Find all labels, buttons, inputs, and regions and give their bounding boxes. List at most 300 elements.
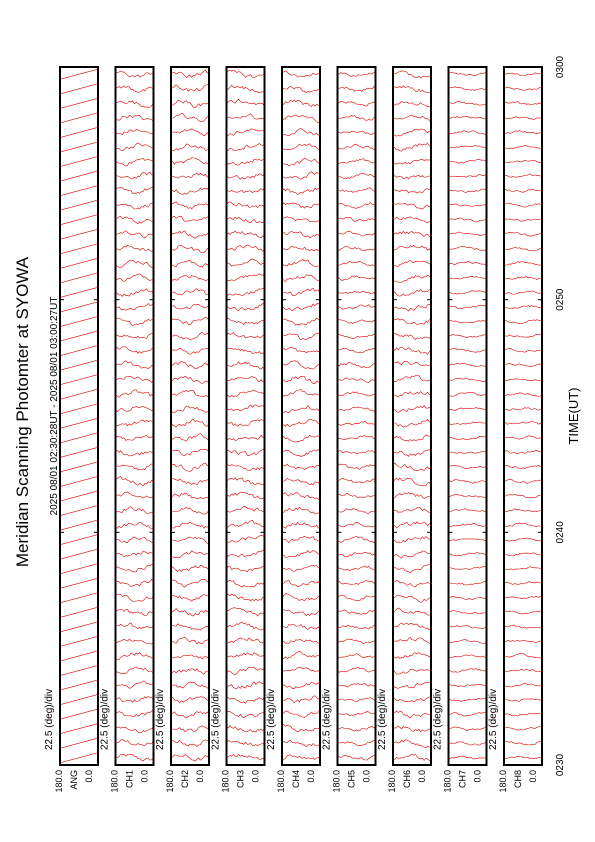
trace-line [227, 464, 265, 470]
trace-line [171, 318, 209, 325]
trace-line [227, 711, 265, 718]
trace-line [393, 260, 431, 266]
trace-line [171, 114, 209, 122]
trace-line [504, 436, 542, 439]
trace-line [449, 479, 487, 483]
trace-line [282, 303, 320, 311]
panel-ch6 [377, 67, 431, 793]
trace-line [227, 521, 265, 528]
trace-line [60, 680, 98, 690]
trace-line [227, 492, 265, 498]
trace-line [60, 331, 98, 341]
trace-line [449, 698, 487, 701]
y-top-label: 180.0 [109, 770, 120, 793]
trace-line [60, 535, 98, 545]
trace-line [338, 348, 376, 352]
trace-line [116, 158, 154, 166]
trace-line [171, 655, 209, 659]
panels-group [44, 67, 542, 793]
trace-line [60, 69, 98, 79]
trace-line [338, 684, 376, 687]
trace-line [338, 625, 376, 629]
trace-line [227, 274, 265, 281]
x-tick-label: 0250 [555, 288, 566, 311]
trace-line [116, 492, 154, 498]
trace-line [449, 101, 487, 105]
trace-line [60, 549, 98, 559]
trace-line [393, 217, 431, 223]
trace-line [227, 288, 265, 295]
trace-line [449, 509, 487, 512]
trace-line [393, 463, 431, 471]
trace-line [504, 567, 542, 570]
trace-line [393, 275, 431, 282]
trace-line [171, 740, 209, 747]
trace-line [282, 464, 320, 470]
trace-line [449, 712, 487, 716]
trace-line [393, 740, 431, 748]
panel-frame [116, 67, 154, 765]
trace-line [227, 217, 265, 223]
trace-line [171, 361, 209, 368]
trace-line [504, 509, 542, 512]
y-top-label: 180.0 [442, 770, 453, 793]
trace-line [227, 682, 265, 689]
trace-line [338, 261, 376, 265]
trace-line [171, 712, 209, 718]
trace-line [449, 422, 487, 425]
trace-line [449, 72, 487, 75]
trace-line [227, 377, 265, 382]
trace-line [116, 86, 154, 93]
y-top-label: 180.0 [54, 770, 64, 793]
trace-line [449, 262, 487, 265]
scale-label: 22.5 (deg)/div [488, 688, 499, 750]
trace-line [227, 594, 265, 601]
trace-line [282, 639, 320, 643]
trace-line [60, 578, 98, 588]
trace-line [504, 232, 542, 236]
trace-line [449, 494, 487, 497]
trace-line [227, 435, 265, 440]
trace-line [60, 636, 98, 646]
trace-line [116, 390, 154, 397]
trace-line [393, 231, 431, 237]
trace-line [171, 260, 209, 267]
scale-label: 22.5 (deg)/div [155, 688, 166, 750]
trace-line [449, 378, 487, 381]
trace-line [338, 392, 376, 396]
trace-line [60, 229, 98, 239]
trace-line [449, 655, 487, 658]
trace-line [449, 204, 487, 207]
trace-line [116, 697, 154, 703]
trace-line [171, 173, 209, 178]
trace-line [393, 319, 431, 325]
trace-line [449, 218, 487, 222]
trace-line [60, 200, 98, 210]
trace-line [504, 393, 542, 396]
trace-line [393, 536, 431, 542]
trace-line [171, 522, 209, 528]
trace-line [504, 756, 542, 758]
scale-label: 22.5 (deg)/div [432, 688, 444, 750]
scale-label: 22.5 (deg)/div [44, 688, 55, 750]
trace-line [60, 505, 98, 515]
trace-line [393, 478, 431, 486]
scale-label: 22.5 (deg)/div [377, 688, 388, 750]
trace-line [282, 259, 320, 266]
channel-label: CH3 [235, 770, 246, 789]
trace-line [504, 422, 542, 425]
trace-line [504, 305, 542, 308]
trace-line [171, 609, 209, 617]
trace-line [393, 435, 431, 441]
trace-line [504, 348, 542, 352]
trace-line [171, 449, 209, 455]
trace-line [227, 70, 265, 77]
trace-line [60, 142, 98, 152]
y-bottom-label: 0.0 [472, 770, 483, 783]
trace-line [171, 129, 209, 136]
trace-line [227, 478, 265, 485]
x-tick-label: 0300 [555, 55, 566, 79]
trace-line [449, 320, 487, 323]
x-tick-label: 0230 [555, 753, 566, 777]
trace-line [282, 507, 320, 514]
trace-line [171, 551, 209, 558]
trace-line [393, 405, 431, 412]
trace-line [116, 565, 154, 572]
trace-line [171, 493, 209, 499]
trace-line [393, 175, 431, 179]
panel-frame [393, 67, 431, 765]
trace-line [60, 287, 98, 297]
trace-line [282, 217, 320, 222]
panel-frame [227, 67, 265, 765]
trace-line [338, 231, 376, 236]
trace-line [116, 172, 154, 179]
trace-line [282, 740, 320, 746]
trace-line [393, 669, 431, 674]
trace-line [60, 709, 98, 719]
trace-line [60, 98, 98, 108]
trace-line [171, 158, 209, 165]
trace-line [449, 392, 487, 396]
trace-line [504, 494, 542, 497]
trace-line [393, 551, 431, 558]
panel-frame [338, 67, 376, 765]
trace-line [171, 144, 209, 151]
trace-line [338, 595, 376, 600]
trace-line [227, 390, 265, 397]
y-top-label: 180.0 [498, 770, 508, 793]
trace-line [504, 219, 542, 222]
trace-line [227, 85, 265, 93]
trace-line [171, 100, 209, 108]
trace-line [60, 302, 98, 312]
trace-line [449, 451, 487, 453]
trace-line [116, 217, 154, 224]
trace-line [449, 742, 487, 745]
y-top-label: 180.0 [165, 770, 175, 793]
trace-line [504, 203, 542, 207]
trace-line [449, 246, 487, 250]
trace-line [282, 580, 320, 587]
y-bottom-label: 0.0 [361, 770, 372, 783]
trace-line [338, 667, 376, 672]
trace-line [449, 305, 487, 308]
trace-line [393, 608, 431, 615]
trace-line [282, 202, 320, 208]
trace-line [393, 71, 431, 78]
trace-line [116, 653, 154, 660]
trace-line [116, 274, 154, 282]
x-tick-label: 0240 [555, 521, 566, 544]
trace-line [116, 101, 154, 107]
trace-line [116, 464, 154, 470]
trace-line [449, 727, 487, 731]
trace-line [338, 291, 376, 294]
trace-line [393, 507, 431, 513]
trace-line [116, 551, 154, 557]
trace-line [60, 418, 98, 428]
panel-ch7 [433, 67, 487, 793]
trace-line [60, 389, 98, 399]
y-top-label: 180.0 [220, 770, 231, 793]
trace-line [504, 117, 542, 120]
trace-line [449, 334, 487, 338]
trace-line [171, 697, 209, 703]
trace-line [338, 276, 376, 281]
trace-line [171, 682, 209, 689]
trace-line [449, 684, 487, 686]
trace-line [227, 259, 265, 266]
y-bottom-label: 0.0 [250, 770, 261, 783]
trace-line [171, 70, 209, 77]
trace-line [504, 538, 542, 541]
trace-line [282, 419, 320, 426]
trace-line [282, 725, 320, 732]
trace-line [60, 127, 98, 137]
trace-line [449, 610, 487, 614]
trace-line [504, 596, 542, 598]
trace-line [504, 174, 542, 177]
trace-line [116, 609, 154, 615]
trace-line [282, 172, 320, 180]
trace-line [116, 231, 154, 238]
trace-line [116, 522, 154, 528]
trace-line [227, 667, 265, 674]
trace-line [282, 71, 320, 77]
channel-label: ANG [69, 770, 79, 790]
trace-line [449, 539, 487, 541]
trace-line [338, 581, 376, 585]
trace-line [449, 131, 487, 135]
trace-line [60, 171, 98, 181]
trace-line [60, 84, 98, 94]
trace-line [116, 477, 154, 486]
trace-line [338, 639, 376, 644]
trace-line [449, 465, 487, 469]
trace-line [338, 451, 376, 454]
trace-line [393, 129, 431, 136]
trace-line [282, 144, 320, 150]
trace-line [393, 101, 431, 107]
trace-line [282, 86, 320, 92]
trace-line [504, 479, 542, 483]
trace-line [116, 304, 154, 311]
trace-line [504, 450, 542, 453]
trace-line [449, 276, 487, 279]
trace-line [449, 523, 487, 526]
trace-line [60, 273, 98, 283]
trace-line [282, 332, 320, 340]
trace-line [116, 406, 154, 412]
trace-line [60, 651, 98, 661]
trace-line [449, 566, 487, 569]
trace-line [227, 697, 265, 704]
trace-line [393, 245, 431, 251]
y-bottom-label: 0.0 [195, 770, 205, 783]
trace-line [282, 100, 320, 107]
trace-line [338, 478, 376, 482]
trace-line [227, 535, 265, 542]
trace-line [504, 553, 542, 556]
trace-line [227, 231, 265, 238]
trace-line [338, 116, 376, 121]
y-bottom-label: 0.0 [306, 770, 316, 783]
trace-line [171, 304, 209, 308]
trace-line [116, 639, 154, 644]
trace-line [171, 507, 209, 514]
panel-ch5 [322, 67, 376, 793]
trace-line [338, 741, 376, 746]
trace-line [338, 698, 376, 702]
trace-line [227, 114, 265, 119]
trace-line [449, 189, 487, 193]
trace-line [393, 143, 431, 151]
trace-line [282, 232, 320, 238]
trace-line [60, 520, 98, 530]
trace-line [393, 304, 431, 311]
trace-line [116, 537, 154, 543]
panel-ch8 [488, 67, 542, 793]
time-range-label: 2025 08/01 02:30:28UT - 2025 08/01 03:00:27UT [49, 296, 60, 516]
trace-line [282, 696, 320, 703]
trace-line [282, 115, 320, 123]
trace-line [338, 131, 376, 134]
panel-frame [449, 67, 487, 765]
channel-label: CH8 [513, 770, 523, 789]
trace-line [393, 754, 431, 761]
panel-frame [282, 67, 320, 765]
panel-traces [504, 73, 542, 759]
trace-line [282, 406, 320, 413]
trace-line [227, 754, 265, 759]
trace-line [116, 739, 154, 746]
trace-line [227, 144, 265, 151]
trace-line [338, 508, 376, 513]
trace-line [338, 610, 376, 614]
trace-line [504, 320, 542, 324]
trace-line [60, 156, 98, 166]
y-top-label: 180.0 [331, 770, 342, 793]
trace-line [60, 113, 98, 123]
trace-line [116, 260, 154, 267]
panel-traces [282, 71, 320, 760]
trace-line [282, 288, 320, 295]
trace-line [338, 436, 376, 440]
trace-line [338, 203, 376, 209]
trace-line [60, 753, 98, 763]
trace-line [282, 624, 320, 629]
trace-line [282, 667, 320, 672]
channel-label: CH7 [457, 770, 468, 789]
trace-line [60, 360, 98, 370]
trace-line [282, 450, 320, 457]
trace-line [60, 375, 98, 385]
trace-line [116, 143, 154, 150]
channel-label: CH5 [346, 770, 357, 789]
trace-line [116, 623, 154, 629]
trace-line [282, 522, 320, 528]
trace-line [504, 248, 542, 251]
trace-line [338, 566, 376, 571]
trace-line [171, 332, 209, 340]
trace-line [338, 552, 376, 556]
trace-line [171, 434, 209, 442]
trace-line [171, 231, 209, 239]
trace-line [171, 594, 209, 601]
trace-line [282, 711, 320, 717]
trace-line [504, 160, 542, 163]
trace-line [393, 333, 431, 340]
trace-line [171, 202, 209, 209]
panel-frame [171, 67, 209, 765]
trace-line [393, 420, 431, 428]
trace-line [338, 421, 376, 425]
trace-line [227, 622, 265, 630]
trace-line [227, 566, 265, 572]
y-top-label: 180.0 [276, 770, 286, 793]
trace-line [504, 102, 542, 105]
trace-line [393, 711, 431, 718]
trace-line [60, 462, 98, 472]
trace-line [338, 144, 376, 149]
trace-line [171, 245, 209, 252]
trace-line [116, 450, 154, 456]
trace-line [338, 305, 376, 309]
trace-line [504, 465, 542, 468]
y-bottom-label: 0.0 [528, 770, 538, 783]
trace-line [504, 73, 542, 76]
trace-line [60, 345, 98, 355]
trace-line [504, 262, 542, 266]
trace-line [227, 638, 265, 644]
trace-line [504, 523, 542, 527]
panel-traces [449, 72, 487, 758]
trace-line [227, 725, 265, 732]
trace-line [60, 186, 98, 196]
scale-label: 22.5 (deg)/div [99, 688, 111, 750]
trace-line [338, 464, 376, 469]
trace-line [449, 407, 487, 410]
trace-line [60, 738, 98, 748]
trace-line [504, 640, 542, 642]
trace-line [282, 376, 320, 384]
trace-line [338, 522, 376, 527]
